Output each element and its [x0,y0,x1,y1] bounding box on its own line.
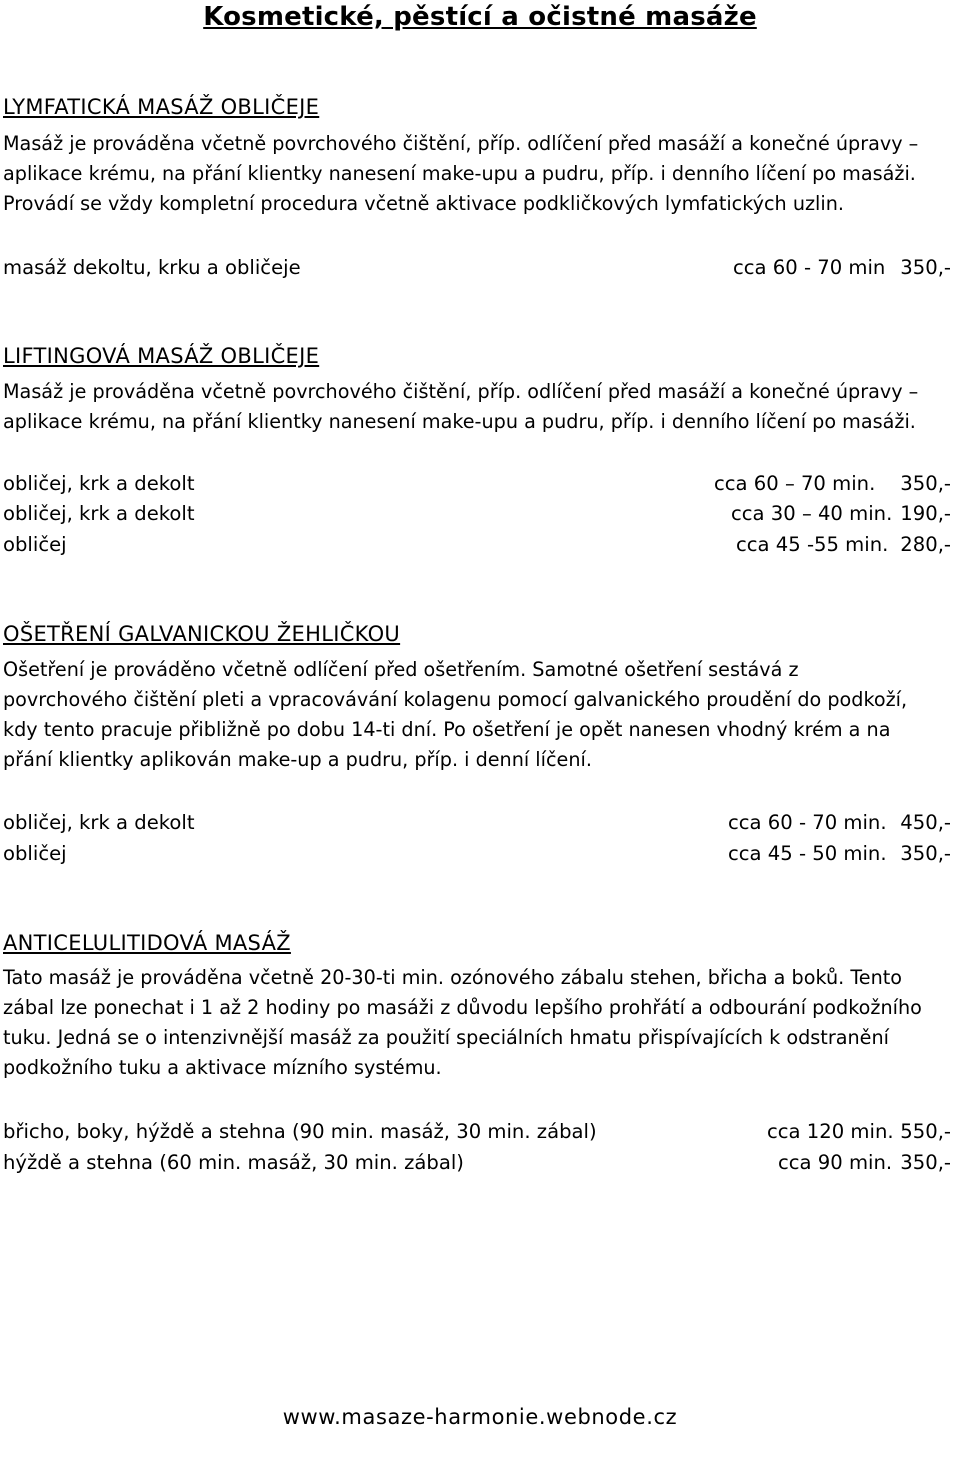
page-title: Kosmetické, pěstící a očistné masáže [203,2,757,32]
service-duration: cca 120 min. [767,1120,894,1143]
service-name: masáž dekoltu, krku a obličeje [3,256,301,279]
section-description-liftingova [3,377,955,437]
section-heading-galvanicka: OŠETŘENÍ GALVANICKOU ŽEHLIČKOU [3,622,401,646]
service-duration: cca 30 – 40 min. [731,502,893,525]
service-name: obličej [3,842,67,865]
section-heading-anticelulitidova: ANTICELULITIDOVÁ MASÁŽ [3,931,291,955]
service-name: obličej [3,533,67,556]
service-duration: cca 60 - 70 min [733,256,886,279]
service-duration: cca 45 - 50 min. [728,842,887,865]
description-line: kdy tento pracuje přibližně po dobu 14-ti dní. Po ošetření je opět nanesen vhodný krém a na [3,718,891,741]
section-description-galvanicka [3,655,955,775]
description-line: Ošetření je prováděno včetně odlíčení před ošetřením. Samotné ošetření sestává z [3,658,799,681]
service-price: 190,- [900,502,951,525]
service-name: obličej, krk a dekolt [3,811,195,834]
description-line: povrchového čištění pleti a vpracovávání kolagenu pomocí galvanického proudění do podkoží, [3,688,908,711]
section-heading-liftingova: LIFTINGOVÁ MASÁŽ OBLIČEJE [3,344,320,368]
section-description-anticelulitidova [3,963,955,1083]
service-duration: cca 90 min. [778,1151,893,1174]
price-row [3,1148,951,1178]
section-heading-lymfaticka: LYMFATICKÁ MASÁŽ OBLIČEJE [3,95,320,119]
description-line: aplikace krému, na přání klientky nanesení make-upu a pudru, příp. i denního líčení po masáži. [3,410,916,433]
service-name: břicho, boky, hýždě a stehna (90 min. masáž, 30 min. zábal) [3,1120,597,1143]
service-duration: cca 60 - 70 min. [728,811,887,834]
section-description-lymfaticka [3,129,955,219]
description-line: podkožního tuku a aktivace mízního systému. [3,1056,442,1079]
price-row [3,839,951,869]
footer-url: www.masaze-harmonie.webnode.cz [282,1405,678,1429]
service-price: 350,- [900,1151,951,1174]
description-line: zábal lze ponechat i 1 až 2 hodiny po masáži z důvodu lepšího prohřátí a odbourání podkožního [3,996,922,1019]
service-price: 550,- [900,1120,951,1143]
description-line: přání klientky aplikován make-up a pudru, příp. i denní líčení. [3,748,592,771]
description-line: Masáž je prováděna včetně povrchového čištění, příp. odlíčení před masáží a konečné úpravy – [3,132,919,155]
price-row [3,253,951,283]
service-name: hýždě a stehna (60 min. masáž, 30 min. zábal) [3,1151,464,1174]
description-line: tuku. Jedná se o intenzivnější masáž za použití speciálních hmatu přispívajících k odstranění [3,1026,889,1049]
service-duration: cca 60 – 70 min. [714,472,876,495]
service-price: 450,- [900,811,951,834]
price-row [3,499,951,529]
service-price: 350,- [900,472,951,495]
description-line: Tato masáž je prováděna včetně 20-30-ti min. ozónového zábalu stehen, břicha a boků. Tento [3,966,903,989]
service-name: obličej, krk a dekolt [3,472,195,495]
service-price: 350,- [900,256,951,279]
price-row [3,1117,951,1147]
price-row [3,530,951,560]
service-name: obličej, krk a dekolt [3,502,195,525]
service-price: 280,- [900,533,951,556]
description-line: Provádí se vždy kompletní procedura včetně aktivace podkličkových lymfatických uzlin. [3,192,844,215]
description-line: aplikace krému, na přání klientky nanesení make-upu a pudru, příp. i denního líčení po masáži. [3,162,916,185]
description-line: Masáž je prováděna včetně povrchového čištění, příp. odlíčení před masáží a konečné úpravy – [3,380,919,403]
service-price: 350,- [900,842,951,865]
price-row [3,469,951,499]
service-duration: cca 45 -55 min. [736,533,889,556]
price-row [3,808,951,838]
